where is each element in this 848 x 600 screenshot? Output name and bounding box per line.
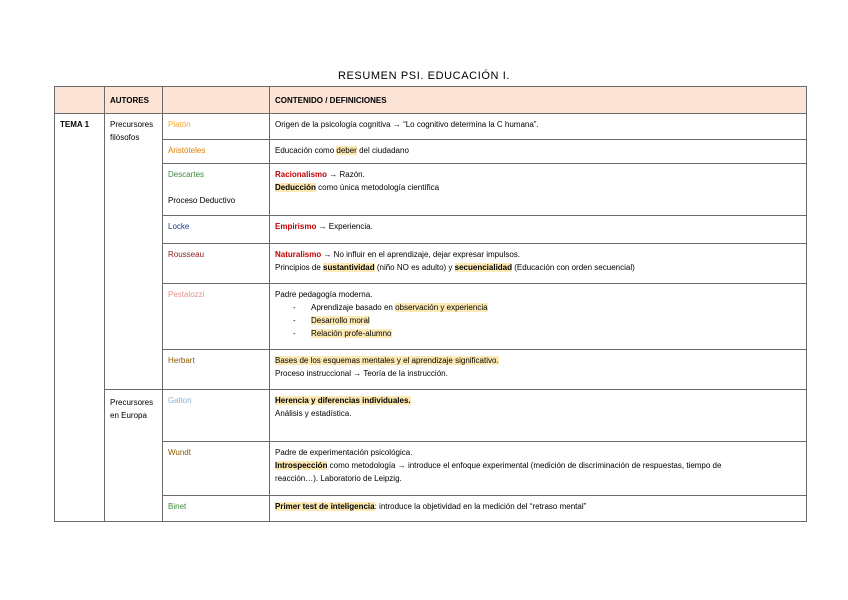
author-platon: Platón xyxy=(163,114,270,140)
author-rousseau: Rousseau xyxy=(163,244,270,284)
table-row xyxy=(55,350,807,390)
table-row xyxy=(55,114,807,140)
highlight: Desarrollo moral xyxy=(311,316,370,325)
table-row xyxy=(55,284,807,350)
author-galton: Galton xyxy=(163,390,270,442)
highlight: secuencialidad xyxy=(454,263,513,272)
header-row xyxy=(55,87,807,114)
author-herbart: Herbart xyxy=(163,350,270,390)
table-row xyxy=(55,442,807,496)
pestalozzi-list xyxy=(275,301,801,340)
highlight: Relación profe-alumno xyxy=(311,329,392,338)
author-wundt: Wundt xyxy=(163,442,270,496)
highlight-red: Naturalismo xyxy=(275,250,322,259)
highlight: Deducción xyxy=(275,183,316,192)
highlight-red: Racionalismo xyxy=(275,170,328,179)
text: → Razón. xyxy=(327,170,365,179)
table-row xyxy=(55,216,807,244)
content-rousseau xyxy=(270,244,807,284)
text: Padre pedagogía moderna. xyxy=(275,290,373,299)
highlight-red: Empirismo xyxy=(275,222,317,231)
table-row xyxy=(55,164,807,216)
author-pestalozzi: Pestalozzi xyxy=(163,284,270,350)
group-europa: Precursores en Europa xyxy=(105,390,163,522)
header-autores: AUTORES xyxy=(105,87,163,114)
table-row xyxy=(55,244,807,284)
list-item xyxy=(293,314,801,327)
content-binet xyxy=(270,496,807,522)
list-item xyxy=(293,301,801,314)
proceso-deductivo: Proceso Deductivo xyxy=(168,196,236,205)
content-platon xyxy=(270,114,807,140)
text: (niño NO es adulto) y xyxy=(374,263,455,272)
text: reacción…). Laboratorio de Leipzig. xyxy=(275,474,402,483)
text: como única metodología científica xyxy=(315,183,440,192)
text: Proceso instruccional → Teoría de la instrucción. xyxy=(275,369,448,378)
table-row xyxy=(55,140,807,164)
author-binet: Binet xyxy=(163,496,270,522)
content-herbart xyxy=(270,350,807,390)
text: Educación como xyxy=(275,146,337,155)
content-locke xyxy=(270,216,807,244)
highlight: Introspección xyxy=(275,461,328,470)
header-cell-empty xyxy=(55,87,105,114)
list-item xyxy=(293,327,801,340)
author-aristoteles: Aristóteles xyxy=(163,140,270,164)
highlight: Herencia y diferencias individuales. xyxy=(275,396,411,405)
text: Principios de xyxy=(275,263,324,272)
text: : introduce la objetividad en la medición del “retraso mental” xyxy=(374,502,587,511)
content-pestalozzi xyxy=(270,284,807,350)
highlight: Bases de los esquemas mentales y el aprendizaje significativo. xyxy=(275,356,499,365)
text: Padre de experimentación psicológica. xyxy=(275,448,413,457)
text: del ciudadano xyxy=(356,146,409,155)
highlight: observación y experiencia xyxy=(395,303,488,312)
content-descartes xyxy=(270,164,807,216)
text: Origen de la psicología cognitiva → “Lo cognitivo determina la C humana”. xyxy=(275,120,539,129)
table-row xyxy=(55,390,807,442)
author-locke: Locke xyxy=(163,216,270,244)
group-filosofos: Precursores filósofos xyxy=(105,114,163,390)
text: como metodología → introduce el enfoque experimental (medición de discriminación de respuestas, tiempo de xyxy=(327,461,722,470)
content-wundt xyxy=(270,442,807,496)
summary-table xyxy=(54,86,807,522)
highlight: Primer test de inteligencia xyxy=(275,502,375,511)
content-aristoteles xyxy=(270,140,807,164)
highlight: deber xyxy=(336,146,357,155)
text: (Educación con orden secuencial) xyxy=(512,263,635,272)
highlight: sustantividad xyxy=(323,263,375,272)
header-cell-empty-2 xyxy=(163,87,270,114)
text: Análisis y estadística. xyxy=(275,409,352,418)
author-descartes: Descartes xyxy=(168,170,205,179)
text: → No influir en el aprendizaje, dejar expresar impulsos. xyxy=(321,250,520,259)
author-descartes-cell xyxy=(163,164,270,216)
table-row xyxy=(55,496,807,522)
text: → Experiencia. xyxy=(316,222,373,231)
content-galton xyxy=(270,390,807,442)
document-title: RESUMEN PSI. EDUCACIÓN I. xyxy=(337,70,511,82)
tema-cell: TEMA 1 xyxy=(55,114,105,522)
header-contenido: CONTENIDO / DEFINICIONES xyxy=(270,87,807,114)
text: Aprendizaje basado en xyxy=(311,303,396,312)
